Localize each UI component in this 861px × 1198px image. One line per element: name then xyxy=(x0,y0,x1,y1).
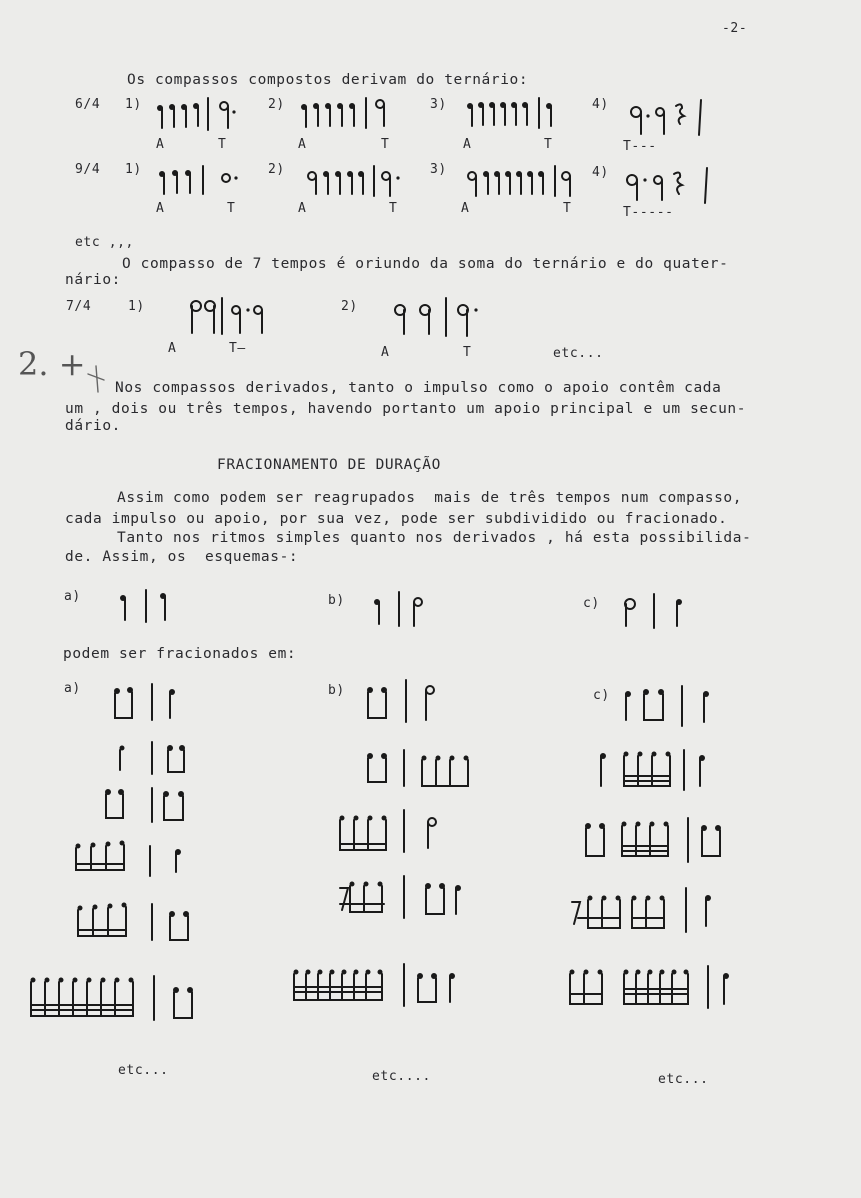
subdivision-b-4 xyxy=(340,876,461,918)
handwritten-margin-note: 2. + xyxy=(18,345,86,383)
rhythm-9-4-option-2 xyxy=(308,166,400,196)
etc-text: etc ,,, xyxy=(75,235,134,250)
label-a: A xyxy=(463,137,472,152)
subdivision-a-3 xyxy=(105,788,184,822)
subdivision-a-6 xyxy=(31,976,194,1020)
paragraph-line-4: de. Assim, os esquemas-: xyxy=(65,549,299,565)
label-t: T xyxy=(227,201,236,216)
rhythm-6-4-option-2 xyxy=(301,98,384,128)
rhythm-9-4-option-1 xyxy=(159,166,238,194)
scheme-label-a: a) xyxy=(64,589,81,604)
label-t: T xyxy=(218,137,227,152)
paragraph-line-1: Assim como podem ser reagrupados mais de três tempos num compasso, xyxy=(117,490,743,506)
rhythm-7-4-option-1 xyxy=(191,298,262,334)
subdivision-a-1 xyxy=(114,684,175,720)
rhythm-9-4-option-3 xyxy=(468,166,570,196)
label-t: T xyxy=(563,201,572,216)
meter-7-4: 7/4 xyxy=(66,299,92,314)
example-label-a: a) xyxy=(64,681,81,696)
seven-beats-line-2: nário: xyxy=(65,272,121,288)
subdivision-c-1 xyxy=(625,686,709,726)
rhythm-6-4-option-1 xyxy=(157,98,236,130)
intro-line: Os compassos compostos derivam do ternário: xyxy=(127,72,529,88)
etc-text: etc.... xyxy=(372,1069,431,1084)
example-label-c: c) xyxy=(593,688,610,703)
page-number: -2- xyxy=(722,21,748,36)
scheme-label-b: b) xyxy=(328,593,345,608)
scheme-b xyxy=(374,592,422,626)
rhythm-6-4-option-4 xyxy=(631,100,701,135)
rhythm-6-4-option-3 xyxy=(467,98,552,128)
fractioned-intro: podem ser fracionados em: xyxy=(63,646,297,662)
option-2: 2) xyxy=(341,299,358,314)
scheme-label-c: c) xyxy=(583,596,600,611)
label-a: A xyxy=(298,137,307,152)
label-a: A xyxy=(168,341,177,356)
etc-text: etc... xyxy=(118,1063,169,1078)
option-1: 1) xyxy=(125,97,142,112)
seven-beats-line-1: O compasso de 7 tempos é oriundo da soma do ternário e do quater- xyxy=(122,256,729,272)
example-label-b: b) xyxy=(328,683,345,698)
meter-6-4: 6/4 xyxy=(75,97,101,112)
label-t: T xyxy=(389,201,398,216)
subdivision-c-3 xyxy=(585,818,721,862)
label-a: A xyxy=(381,345,390,360)
subdivision-b-1 xyxy=(367,680,434,722)
label-a: A xyxy=(298,201,307,216)
option-2: 2) xyxy=(268,97,285,112)
label-a: A xyxy=(461,201,470,216)
paragraph-line-2: cada impulso ou apoio, por sua vez, pode ser subdividido ou fracionado. xyxy=(65,511,728,527)
option-4: 4) xyxy=(592,97,609,112)
option-3: 3) xyxy=(430,97,447,112)
option-4: 4) xyxy=(592,165,609,180)
option-3: 3) xyxy=(430,162,447,177)
paragraph-line-3: Tanto nos ritmos simples quanto nos derivados , há esta possibilida- xyxy=(117,530,752,546)
subdivision-a-2 xyxy=(120,742,186,774)
section-title: FRACIONAMENTO DE DURAÇÃO xyxy=(217,457,441,473)
derived-line-2: um , dois ou três tempos, havendo portanto um apoio principal e um secun- xyxy=(65,401,747,417)
derived-line-1: Nos compassos derivados, tanto o impulso como o apoio contêm cada xyxy=(115,380,722,396)
label-t: T— xyxy=(229,341,246,356)
subdivision-b-3 xyxy=(340,810,437,852)
label-a: A xyxy=(156,137,165,152)
label-t-dash: T----- xyxy=(623,205,674,220)
subdivision-c-5 xyxy=(570,966,730,1008)
subdivision-b-5 xyxy=(294,964,456,1006)
subdivision-b-2 xyxy=(367,750,469,786)
option-1: 1) xyxy=(125,162,142,177)
subdivision-a-4 xyxy=(76,841,182,877)
label-t: T xyxy=(544,137,553,152)
etc-text: etc... xyxy=(658,1072,709,1087)
label-a: A xyxy=(156,201,165,216)
label-t-dash: T--- xyxy=(623,139,657,154)
rhythm-7-4-option-2 xyxy=(395,298,478,336)
meter-9-4: 9/4 xyxy=(75,162,101,177)
handwritten-cross-mark xyxy=(88,366,104,392)
label-t: T xyxy=(463,345,472,360)
label-t: T xyxy=(381,137,390,152)
scheme-c xyxy=(625,594,682,628)
subdivision-c-4 xyxy=(572,888,711,932)
scheme-a xyxy=(120,590,166,622)
subdivision-a-5 xyxy=(78,903,190,941)
rhythm-9-4-option-4 xyxy=(627,168,707,203)
option-2: 2) xyxy=(268,162,285,177)
etc-text: etc... xyxy=(553,346,604,361)
derived-line-3: dário. xyxy=(65,418,121,434)
subdivision-c-2 xyxy=(600,750,705,790)
option-1: 1) xyxy=(128,299,145,314)
